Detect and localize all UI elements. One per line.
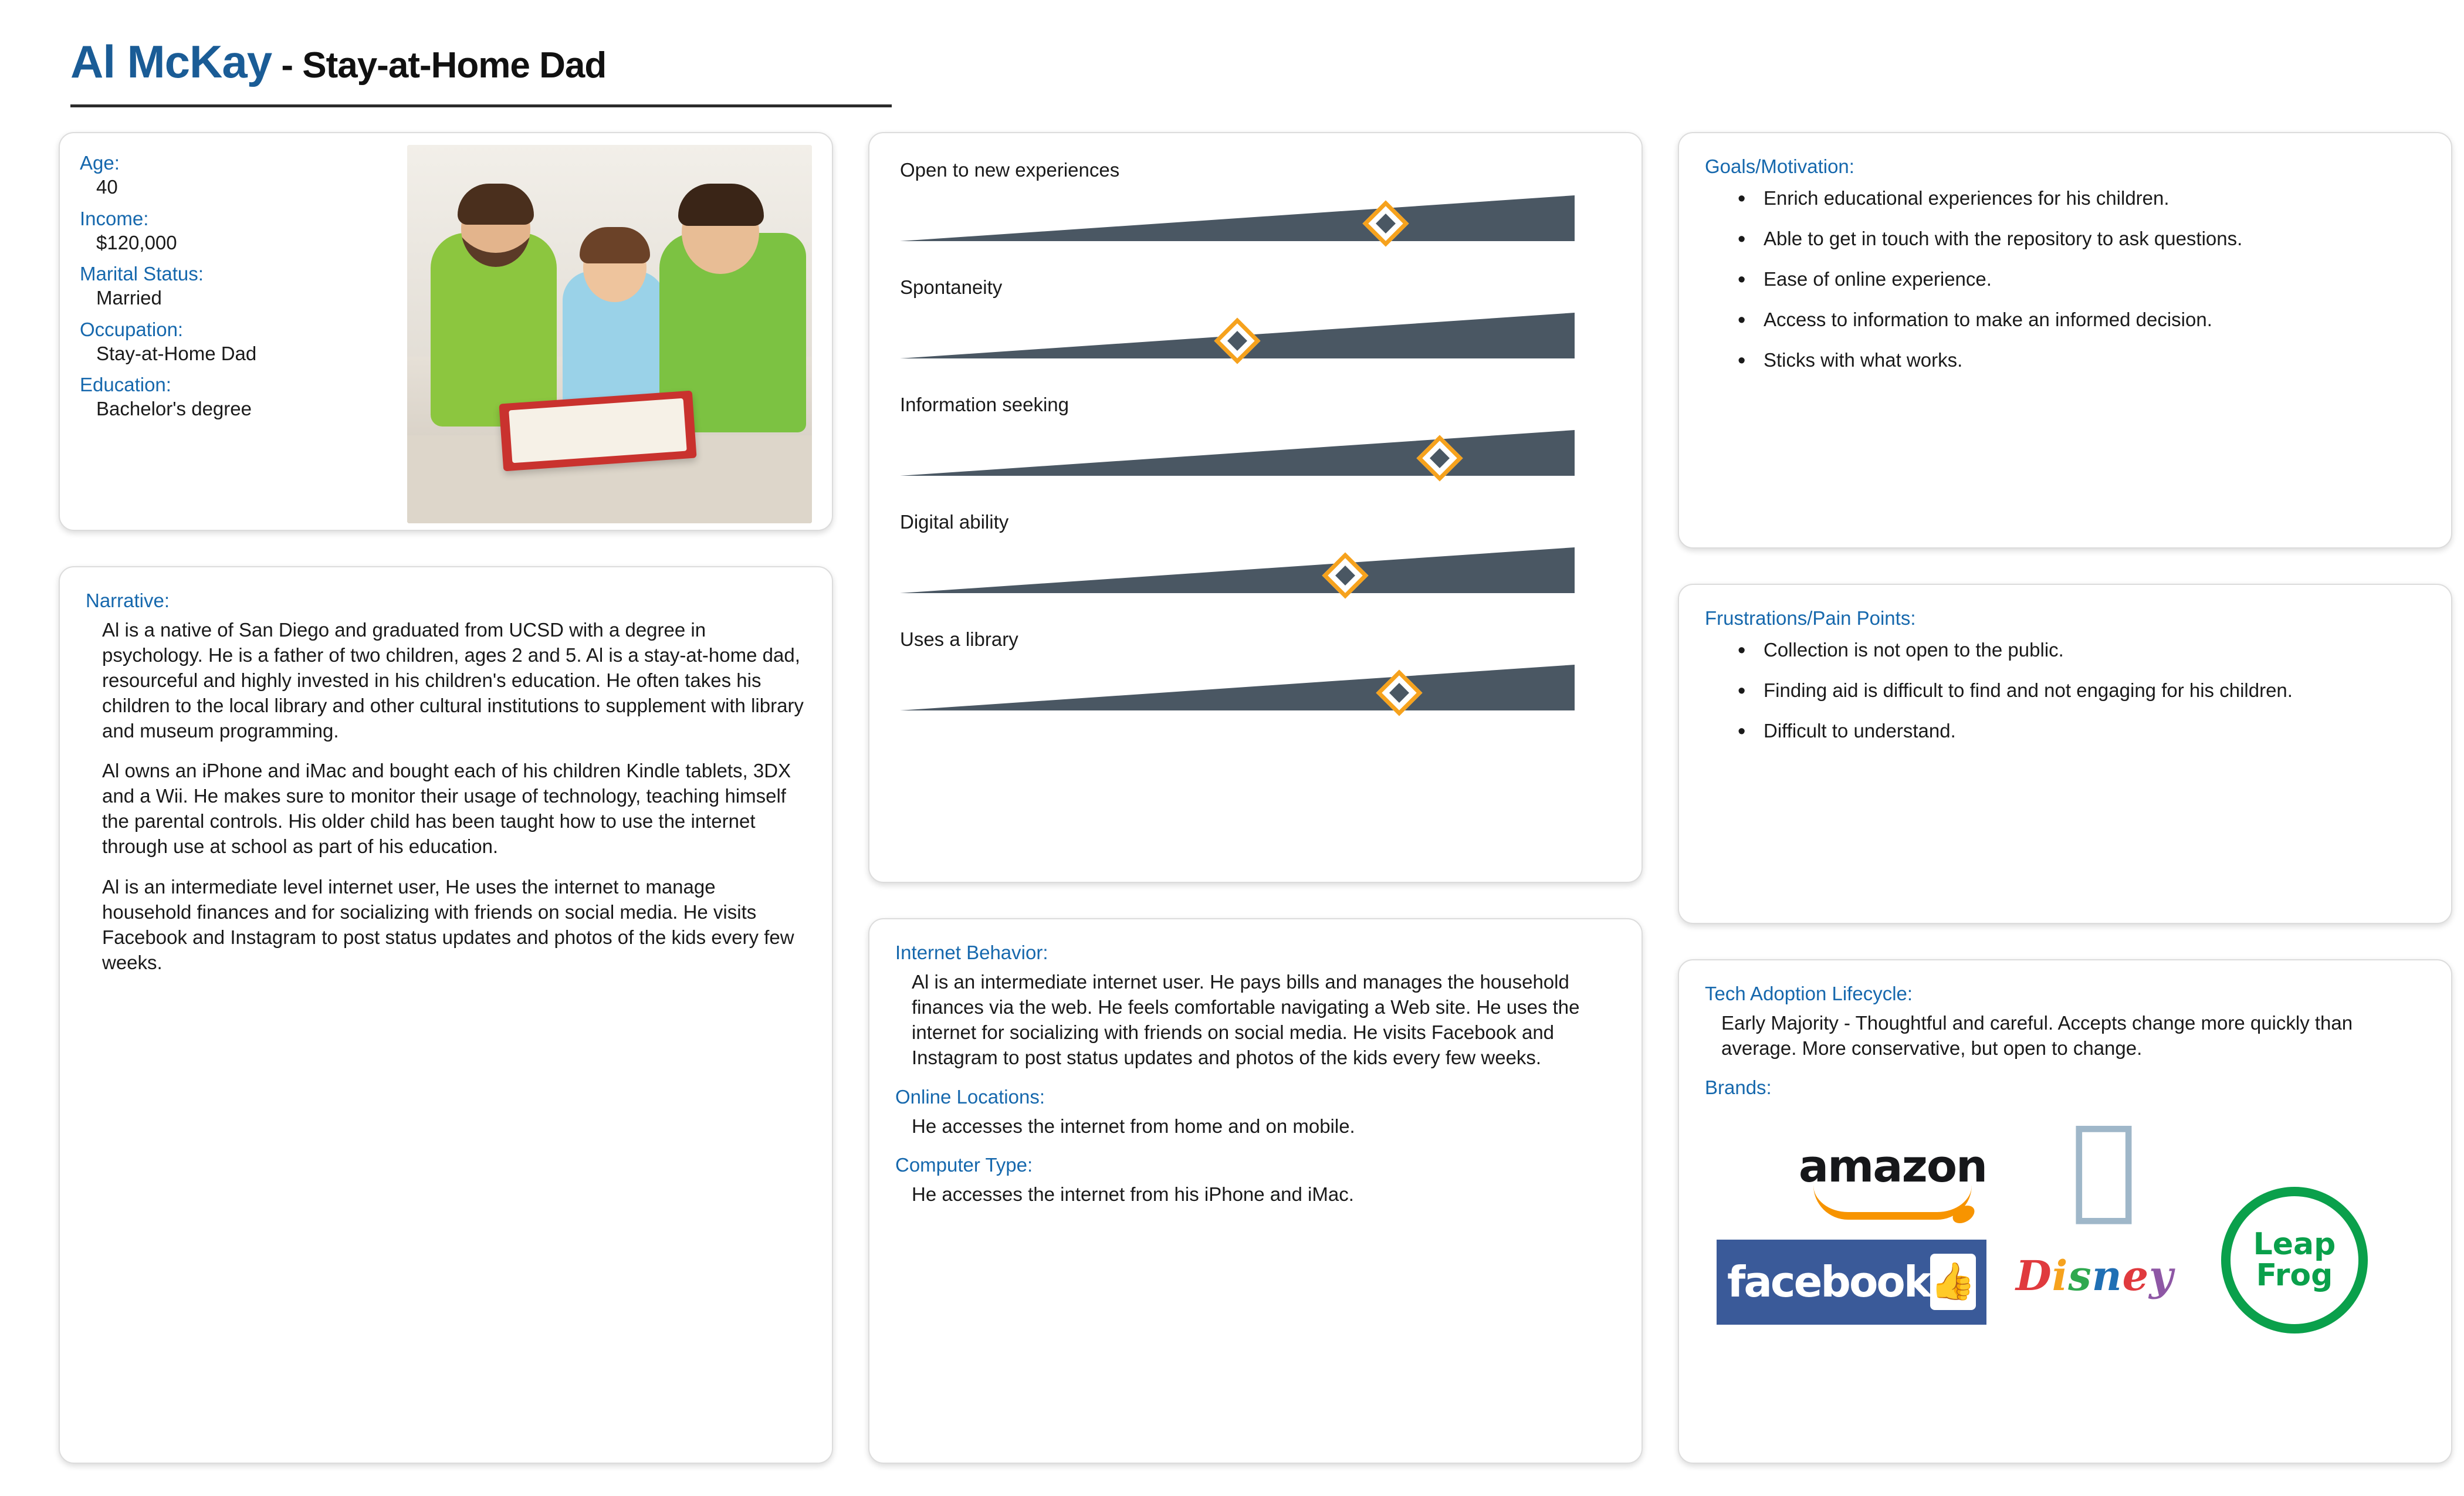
persona-role: - Stay-at-Home Dad	[272, 45, 607, 86]
trait-label: Spontaneity	[900, 276, 1003, 298]
trait-scale[interactable]	[900, 659, 1575, 713]
tech-adoption-text: Early Majority - Thoughtful and careful. Accepts change more quickly than average. More conservative, but open to change.	[1721, 1012, 2353, 1059]
leapfrog-circle-icon	[2221, 1187, 2368, 1333]
thumbs-up-icon: 👍	[1930, 1254, 1976, 1310]
trait-wedge	[900, 659, 1575, 713]
amazon-logo	[1784, 1140, 2001, 1220]
list-item: • Enrich educational experiences for his children.	[1738, 186, 2425, 211]
internet-behavior-label: Internet Behavior:	[895, 942, 1048, 963]
list-item: • Able to get in touch with the repository to ask questions.	[1738, 226, 2425, 252]
education-value: Bachelor's degree	[96, 398, 252, 420]
field-income	[80, 207, 407, 255]
trait-row	[900, 159, 1611, 243]
list-item: • Finding aid is difficult to find and not engaging for his children.	[1738, 678, 2425, 703]
leapfrog-wordmark-line2: Frog	[2256, 1257, 2333, 1293]
trait-label: Digital ability	[900, 511, 1009, 533]
photo-book	[499, 391, 696, 472]
trait-row	[900, 276, 1611, 361]
persona-photo	[407, 145, 812, 523]
facebook-wordmark: facebook	[1727, 1257, 1930, 1307]
trait-scale[interactable]	[900, 189, 1575, 243]
goals-label: Goals/Motivation:	[1705, 155, 1854, 177]
trait-wedge	[900, 189, 1575, 243]
marital-status-value: Married	[96, 287, 162, 309]
trait-label: Uses a library	[900, 628, 1018, 650]
page-header	[70, 35, 2405, 132]
marital-status-label: Marital Status:	[80, 263, 204, 285]
list-item: • Difficult to understand.	[1738, 719, 2425, 744]
frustrations-label: Frustrations/Pain Points:	[1705, 607, 1916, 629]
page-title	[70, 35, 2405, 89]
photo-father-hair	[678, 184, 764, 226]
goals-list	[1705, 186, 2425, 373]
disney-logo	[2016, 1251, 2209, 1300]
online-locations-text: He accesses the internet from home and on mobile.	[912, 1115, 1355, 1137]
income-value: $120,000	[96, 231, 177, 253]
list-item: • Access to information to make an informed decision.	[1738, 307, 2425, 333]
apple-icon	[2045, 1111, 2162, 1222]
disney-wordmark: Disney	[2016, 1251, 2174, 1300]
field-age	[80, 151, 407, 199]
brands-label: Brands:	[1705, 1076, 1772, 1098]
list-item: • Collection is not open to the public.	[1738, 638, 2425, 663]
tech-adoption-label: Tech Adoption Lifecycle:	[1705, 983, 1913, 1004]
trait-wedge	[900, 541, 1575, 595]
traits-card	[868, 132, 1643, 883]
narrative-paragraph: Al is an intermediate level internet user, He uses the internet to manage household finances and for socializing with friends on social media. He visits Facebook and Instagram to post status updates and photos of the kids every few weeks.	[102, 876, 794, 973]
field-occupation	[80, 317, 407, 366]
age-label: Age:	[80, 152, 120, 174]
education-label: Education:	[80, 374, 171, 395]
trait-label: Information seeking	[900, 394, 1069, 415]
leapfrog-logo	[2221, 1187, 2409, 1333]
demographics-card	[59, 132, 833, 531]
narrative-paragraph: Al owns an iPhone and iMac and bought each of his children Kindle tablets, 3DX and a Wii. He makes sure to monitor their usage of technology, teaching himself the parental controls. His older child has been taught how to use the internet through use at school as part of his education.	[102, 760, 791, 858]
photo-book-page	[509, 398, 687, 463]
trait-label: Open to new experiences	[900, 159, 1120, 181]
age-value: 40	[96, 176, 118, 198]
cards-grid	[59, 132, 2405, 1464]
persona-name: Al McKay	[70, 36, 272, 87]
field-education	[80, 373, 407, 421]
occupation-label: Occupation:	[80, 318, 184, 340]
income-label: Income:	[80, 207, 149, 229]
online-locations-label: Online Locations:	[895, 1085, 1045, 1108]
demographics-fields	[80, 151, 407, 523]
trait-row	[900, 628, 1611, 713]
tech-adoption-card	[1678, 959, 2452, 1464]
list-item: • Sticks with what works.	[1738, 348, 2425, 373]
trait-scale[interactable]	[900, 307, 1575, 361]
trait-scale[interactable]	[900, 424, 1575, 478]
amazon-smile-icon	[1813, 1185, 1972, 1220]
internet-behavior-text: Al is an intermediate internet user. He pays bills and manages the household finances via the web. He feels comfortable navigating a Web site. He uses the internet for socializing with friends on social media. He visits Facebook and Instagram to post status updates and photos of the kids every few weeks.	[912, 971, 1580, 1068]
trait-scale[interactable]	[900, 541, 1575, 595]
internet-behavior-card	[868, 918, 1643, 1464]
narrative-label: Narrative:	[86, 590, 170, 611]
amazon-wordmark: amazon	[1798, 1139, 1987, 1192]
frustrations-list	[1705, 638, 2425, 744]
computer-type-text: He accesses the internet from his iPhone and iMac.	[912, 1183, 1354, 1206]
trait-wedge	[900, 424, 1575, 478]
trait-row	[900, 511, 1611, 595]
narrative-paragraph: Al is a native of San Diego and graduated from UCSD with a degree in psychology. He is a father of two children, ages 2 and 5. Al is a stay-at-home dad, resourceful and highly invested in his children's education. He often takes his children to the local library and other cultural institutions to supplement with library and museum programming.	[102, 619, 804, 742]
header-divider	[70, 104, 892, 107]
apple-logo	[2045, 1111, 2162, 1222]
trait-row	[900, 394, 1611, 478]
goals-card	[1678, 132, 2452, 549]
field-marital-status	[80, 262, 407, 310]
leapfrog-wordmark-line1: Leap	[2253, 1226, 2336, 1262]
frustrations-card	[1678, 584, 2452, 924]
occupation-value: Stay-at-Home Dad	[96, 342, 257, 364]
brands-logos	[1705, 1105, 2425, 1333]
computer-type-label: Computer Type:	[895, 1154, 1033, 1176]
list-item: • Ease of online experience.	[1738, 267, 2425, 292]
narrative-card	[59, 566, 833, 1464]
facebook-logo	[1717, 1240, 1986, 1325]
